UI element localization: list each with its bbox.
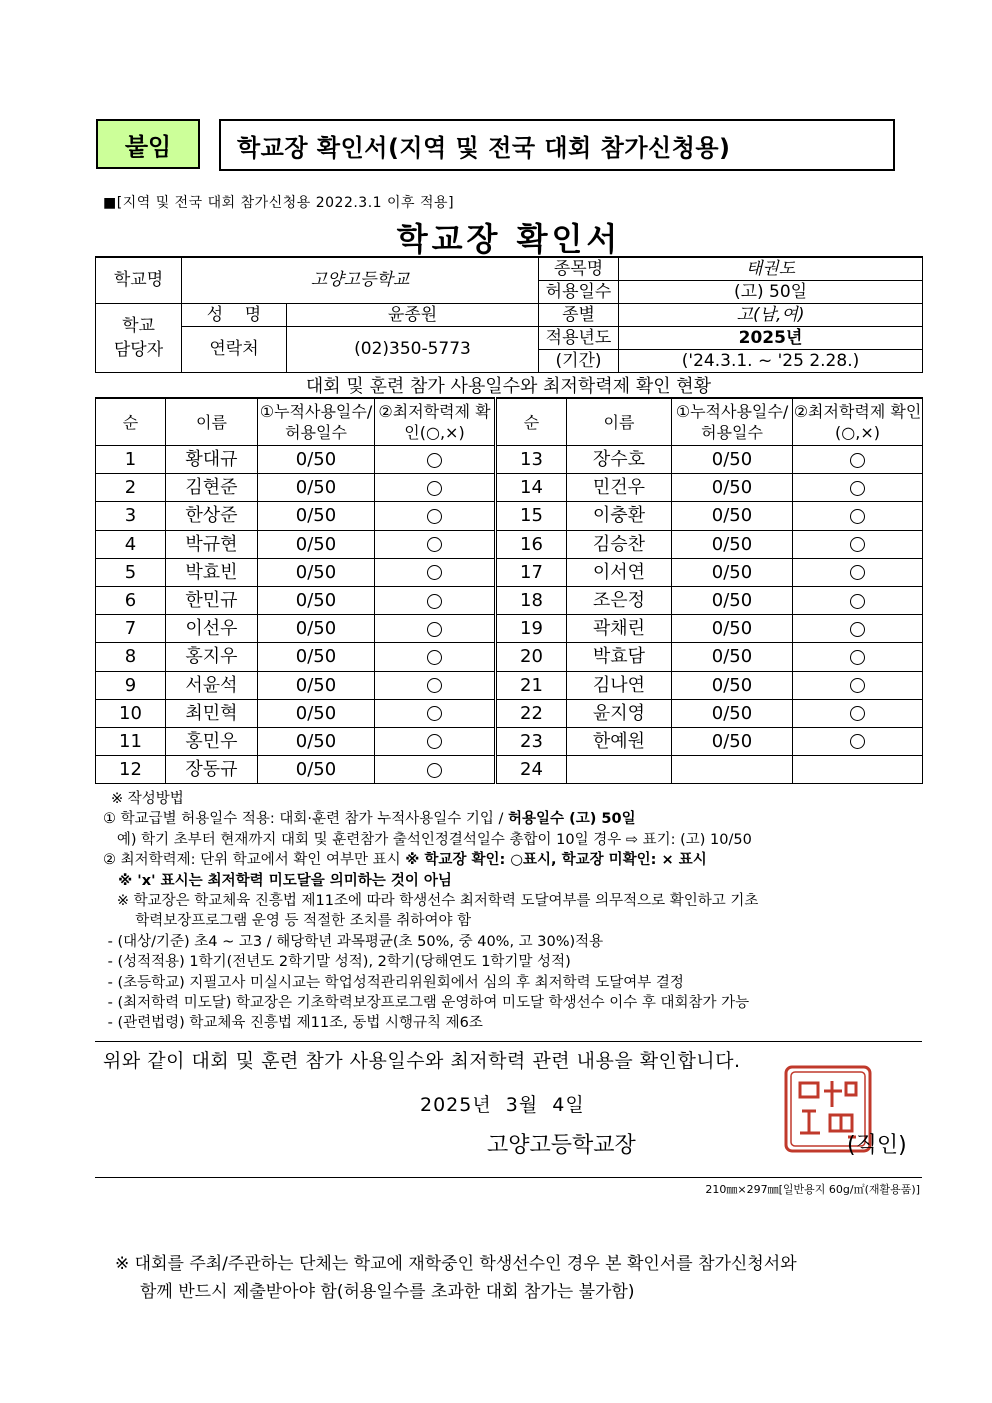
used-days: 0/50	[672, 727, 793, 755]
student-name: 박규현	[166, 530, 258, 558]
circle-icon	[850, 734, 865, 749]
circle-icon	[850, 453, 865, 468]
row-number: 18	[496, 586, 567, 614]
row-number: 20	[496, 643, 567, 671]
gender-label: 종별	[539, 304, 619, 327]
circle-icon	[427, 453, 442, 468]
check-mark	[793, 502, 923, 530]
circle-icon	[427, 481, 442, 496]
note-line: - (최저학력 미도달) 학교장은 기초학력보장프로그램 운영하여 미도달 학생선수 이수 후 대회참가 가능	[103, 995, 750, 1012]
check-mark	[375, 530, 496, 558]
check-mark	[793, 446, 923, 474]
header-days: ①누적사용일수/허용일수	[672, 398, 793, 446]
check-mark	[375, 727, 496, 755]
section-title: 대회 및 훈련 참가 사용일수와 최저학력제 확인 현황	[305, 376, 712, 397]
row-number: 10	[96, 699, 166, 727]
check-mark	[793, 671, 923, 699]
student-name: 홍지우	[166, 643, 258, 671]
contact-label: 연락처	[182, 327, 287, 373]
student-name: 한민규	[166, 586, 258, 614]
check-mark	[375, 558, 496, 586]
used-days: 0/50	[672, 558, 793, 586]
attachment-badge: 붙임	[96, 119, 200, 169]
student-name: 김현준	[166, 474, 258, 502]
page-title: 학교장 확인서	[396, 220, 622, 258]
header-check: ②최저학력제 확인(○,×)	[375, 398, 496, 446]
note-line: 예) 학기 초부터 현재까지 대회 및 훈련참가 출석인정결석일수 총합이 10일 경우 ⇨ 표기: (고) 10/50	[103, 831, 752, 848]
check-mark	[793, 586, 923, 614]
row-number: 22	[496, 699, 567, 727]
allowed-days-label: 허용일수	[539, 281, 619, 304]
check-mark	[793, 530, 923, 558]
used-days: 0/50	[258, 699, 375, 727]
check-mark	[793, 756, 923, 784]
used-days: 0/50	[672, 671, 793, 699]
principal-title: 고양고등학교장	[487, 1133, 636, 1158]
used-days: 0/50	[258, 530, 375, 558]
note-line: - (대상/기준) 초4 ~ 고3 / 해당학년 과목평균(초 50%, 중 40%, 고 30%)적용	[103, 933, 604, 950]
footer-line-2: 함께 반드시 제출받아야 함(허용일수를 초과한 대회 참가는 불가함)	[140, 1282, 635, 1302]
student-name: 한예원	[567, 727, 672, 755]
name-label: 성 명	[182, 304, 287, 327]
row-number: 4	[96, 530, 166, 558]
used-days: 0/50	[258, 558, 375, 586]
row-number: 8	[96, 643, 166, 671]
row-number: 24	[496, 756, 567, 784]
used-days: 0/50	[672, 643, 793, 671]
student-name: 이선우	[166, 615, 258, 643]
student-name: 곽채린	[567, 615, 672, 643]
used-days: 0/50	[672, 699, 793, 727]
check-mark	[375, 671, 496, 699]
used-days: 0/50	[258, 615, 375, 643]
document-header-title: 학교장 확인서(지역 및 전국 대회 참가신청용)	[219, 119, 895, 171]
check-mark	[375, 446, 496, 474]
circle-icon	[427, 734, 442, 749]
table-row	[96, 502, 923, 530]
check-mark	[793, 474, 923, 502]
circle-icon	[427, 763, 442, 778]
check-mark	[375, 643, 496, 671]
event-label: 종목명	[539, 257, 619, 281]
table-row	[96, 699, 923, 727]
student-name: 민건우	[567, 474, 672, 502]
header-check: ②최저학력제 확인(○,×)	[793, 398, 923, 446]
table-row	[96, 558, 923, 586]
note-line: - (초등학교) 지필고사 미실시교는 학업성적관리위원회에서 심의 후 최저학력 도달여부 결정	[103, 974, 684, 991]
footer-line-1: ※ 대회를 주최/주관하는 단체는 학교에 재학중인 학생선수인 경우 본 확인서를 참가신청서와	[115, 1254, 797, 1274]
student-name: 김나연	[567, 671, 672, 699]
used-days: 0/50	[258, 756, 375, 784]
note-line: ※ 'x' 표시는 최저학력 미도달을 의미하는 것이 아님	[103, 872, 452, 889]
note-line: 학력보장프로그램 운영 등 적절한 조치를 취하여야 함	[103, 913, 472, 930]
row-number: 13	[496, 446, 567, 474]
table-row	[96, 756, 923, 784]
header-no: 순	[96, 398, 166, 446]
used-days: 0/50	[258, 446, 375, 474]
note-line: ※ 학교장은 학교체육 진흥법 제11조에 따라 학생선수 최저학력 도달여부를 의무적으로 확인하고 기초	[103, 893, 759, 910]
circle-icon	[850, 565, 865, 580]
table-row	[96, 530, 923, 558]
used-days	[672, 756, 793, 784]
used-days: 0/50	[672, 502, 793, 530]
period-value: ('24.3.1. ~ '25 2.28.)	[619, 350, 923, 373]
row-number: 7	[96, 615, 166, 643]
applicability-note: ■[지역 및 전국 대회 참가신청용 2022.3.1 이후 적용]	[103, 195, 455, 211]
school-name-label: 학교명	[96, 257, 182, 304]
note-line: ① 학교급별 허용일수 적용: 대회·훈련 참가 누적사용일수 기입 / 허용일수 (고) 50일	[103, 811, 636, 828]
circle-icon	[427, 678, 442, 693]
name-value: 윤종원	[287, 304, 539, 327]
issue-date: 2025년 3월 4일	[420, 1094, 585, 1116]
confirmation-statement: 위와 같이 대회 및 훈련 참가 사용일수와 최저학력 관련 내용을 확인합니다.	[103, 1050, 741, 1072]
student-name: 김승찬	[567, 530, 672, 558]
circle-icon	[850, 481, 865, 496]
roster-table	[95, 397, 923, 784]
student-name: 장동규	[166, 756, 258, 784]
check-mark	[793, 699, 923, 727]
divider	[95, 1041, 922, 1042]
circle-icon	[850, 594, 865, 609]
used-days: 0/50	[258, 586, 375, 614]
row-number: 2	[96, 474, 166, 502]
circle-icon	[427, 509, 442, 524]
event-value: 태권도	[619, 257, 923, 281]
header-name: 이름	[166, 398, 258, 446]
student-name: 박효담	[567, 643, 672, 671]
gender-value: 고(남,여)	[619, 304, 923, 327]
student-name: 조은정	[567, 586, 672, 614]
student-name: 이충환	[567, 502, 672, 530]
check-mark	[375, 474, 496, 502]
used-days: 0/50	[672, 446, 793, 474]
check-mark	[375, 756, 496, 784]
row-number: 3	[96, 502, 166, 530]
row-number: 11	[96, 727, 166, 755]
manager-label: 학교 담당자	[96, 304, 182, 373]
row-number: 14	[496, 474, 567, 502]
student-name: 한상준	[166, 502, 258, 530]
row-number: 17	[496, 558, 567, 586]
circle-icon	[850, 650, 865, 665]
row-number: 21	[496, 671, 567, 699]
circle-icon	[850, 622, 865, 637]
circle-icon	[850, 509, 865, 524]
student-name: 박효빈	[166, 558, 258, 586]
footer-note	[115, 1250, 797, 1306]
header-no: 순	[496, 398, 567, 446]
row-number: 19	[496, 615, 567, 643]
note-line: - (관련법령) 학교체육 진흥법 제11조, 동법 시행규칙 제6조	[103, 1015, 483, 1032]
table-row	[96, 643, 923, 671]
table-row	[96, 474, 923, 502]
student-name: 서윤석	[166, 671, 258, 699]
row-number: 5	[96, 558, 166, 586]
circle-icon	[427, 594, 442, 609]
student-name: 최민혁	[166, 699, 258, 727]
row-number: 16	[496, 530, 567, 558]
note-line: - (성적적용) 1학기(전년도 2학기말 성적), 2학기(당해연도 1학기말 성적)	[103, 954, 571, 971]
year-label: 적용년도	[539, 327, 619, 350]
table-row	[96, 727, 923, 755]
row-number: 15	[496, 502, 567, 530]
student-name: 이서연	[567, 558, 672, 586]
student-name: 홍민우	[166, 727, 258, 755]
table-row	[96, 615, 923, 643]
notes-title: ※ 작성방법	[111, 791, 184, 807]
circle-icon	[427, 565, 442, 580]
header-name: 이름	[567, 398, 672, 446]
circle-icon	[427, 622, 442, 637]
school-info-table	[95, 256, 923, 373]
used-days: 0/50	[258, 643, 375, 671]
used-days: 0/50	[672, 474, 793, 502]
circle-icon	[427, 650, 442, 665]
instructions	[103, 789, 933, 1034]
row-number: 9	[96, 671, 166, 699]
row-number: 12	[96, 756, 166, 784]
circle-icon	[850, 706, 865, 721]
used-days: 0/50	[258, 502, 375, 530]
used-days: 0/50	[258, 671, 375, 699]
school-name-value: 고양고등학교	[182, 257, 539, 304]
check-mark	[375, 615, 496, 643]
used-days: 0/50	[258, 474, 375, 502]
table-row	[96, 446, 923, 474]
note-line: ② 최저학력제: 단위 학교에서 확인 여부만 표시 ※ 학교장 확인: ○표시, 학교장 미확인: × 표시	[103, 852, 707, 869]
check-mark	[375, 586, 496, 614]
used-days: 0/50	[672, 586, 793, 614]
year-value: 2025년	[619, 327, 923, 350]
circle-icon	[427, 537, 442, 552]
circle-icon	[850, 537, 865, 552]
check-mark	[375, 502, 496, 530]
row-number: 1	[96, 446, 166, 474]
row-number: 23	[496, 727, 567, 755]
check-mark	[793, 558, 923, 586]
table-row	[96, 671, 923, 699]
table-row	[96, 586, 923, 614]
contact-value: (02)350-5773	[287, 327, 539, 373]
period-label: (기간)	[539, 350, 619, 373]
check-mark	[375, 699, 496, 727]
header-days: ①누적사용일수/허용일수	[258, 398, 375, 446]
check-mark	[793, 615, 923, 643]
student-name: 장수호	[567, 446, 672, 474]
row-number: 6	[96, 586, 166, 614]
divider	[95, 1177, 922, 1178]
student-name: 황대규	[166, 446, 258, 474]
used-days: 0/50	[672, 615, 793, 643]
circle-icon	[427, 706, 442, 721]
check-mark	[793, 643, 923, 671]
check-mark	[793, 727, 923, 755]
allowed-days-value: (고) 50일	[619, 281, 923, 304]
seal-label: (직인)	[847, 1133, 907, 1158]
student-name	[567, 756, 672, 784]
used-days: 0/50	[672, 530, 793, 558]
circle-icon	[850, 678, 865, 693]
paper-spec: 210㎜×297㎜[일반용지 60g/㎡(재활용품)]	[705, 1183, 920, 1196]
student-name: 윤지영	[567, 699, 672, 727]
used-days: 0/50	[258, 727, 375, 755]
